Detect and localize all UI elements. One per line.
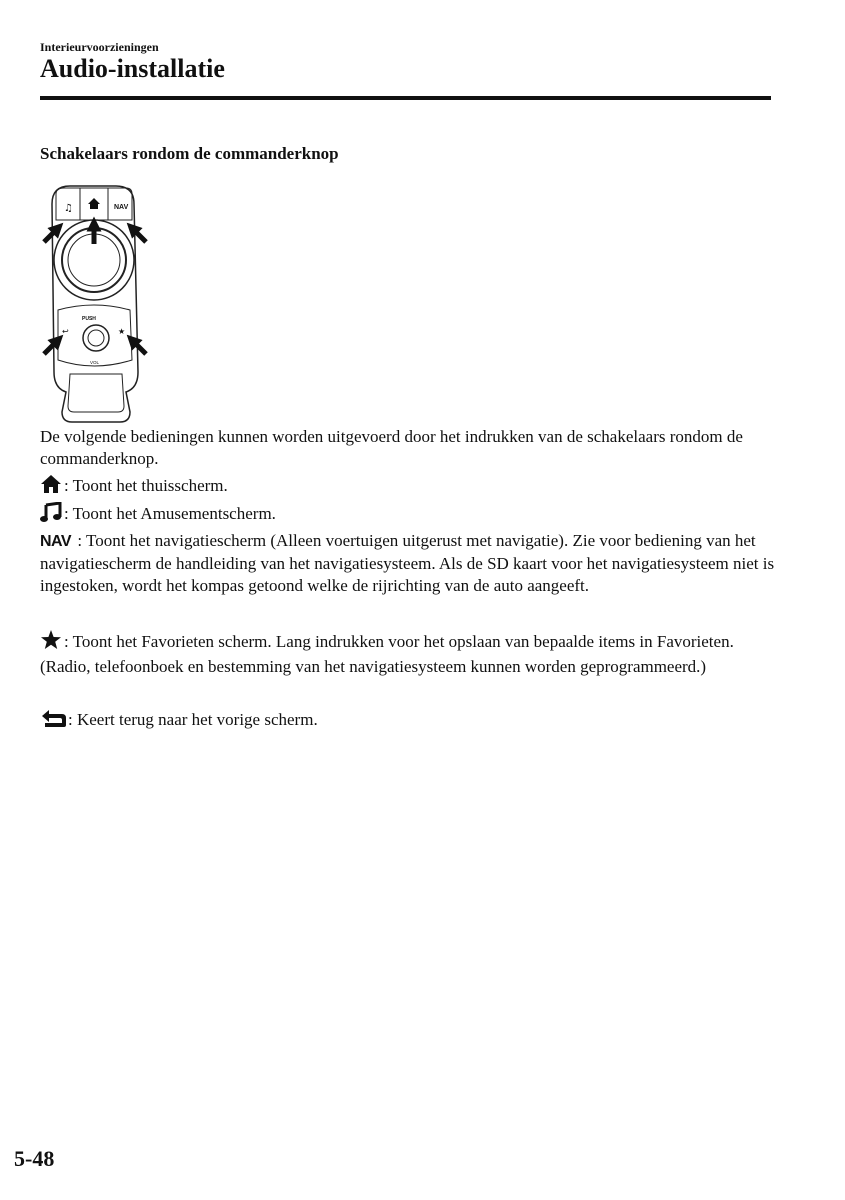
- figure-vol-label: VOL: [90, 360, 100, 365]
- intro-paragraph: De volgende bedieningen kunnen worden uitgevoerd door het indrukken van de schakelaars rondom de commanderknop.: [40, 427, 743, 468]
- title-rule: [40, 96, 771, 100]
- list-item-nav: [40, 530, 780, 597]
- list-item-star: [40, 630, 780, 678]
- list-item-home: [40, 474, 780, 500]
- nav-description: : Toont het navigatiescherm (Alleen voertuigen uitgerust met navigatie). Zie voor bediening van het navigatiescherm de handleiding van het navigatiesysteem. Als de SD kaart voor het navigatiesysteem niet is ingestoken, wordt het kompas getoond welke de rijrichting van de auto aangeeft.: [40, 531, 775, 595]
- music-description: : Toont het Amusementscherm.: [64, 504, 276, 523]
- home-description: : Toont het thuisscherm.: [64, 476, 228, 495]
- back-icon: [40, 708, 66, 734]
- figure-music-icon: ♫: [64, 203, 73, 214]
- star-icon: [40, 630, 62, 656]
- list-item-music: [40, 502, 780, 528]
- figure-star-icon: ★: [118, 327, 126, 336]
- star-description: : Toont het Favorieten scherm. Lang indrukken voor het opslaan van bepaalde items in Favorieten. (Radio, telefoonboek en bestemming van het navigatiesysteem kunnen worden geprogrammeerd.): [40, 632, 734, 676]
- nav-icon: NAV: [40, 533, 72, 550]
- back-description: : Keert terug naar het vorige scherm.: [68, 710, 318, 729]
- volume-knob: [83, 325, 109, 351]
- figure-back-icon: ↩: [62, 327, 69, 336]
- commander-knob-figure: [30, 182, 170, 428]
- figure-push-label: PUSH: [82, 316, 96, 322]
- subheading: Schakelaars rondom de commanderknop: [40, 144, 339, 163]
- page-title: Audio-installatie: [40, 54, 225, 83]
- list-item-back: [40, 708, 780, 734]
- page-number: 5-48: [14, 1146, 55, 1171]
- figure-nav-label: NAV: [114, 204, 129, 211]
- section-label: Interieurvoorzieningen: [40, 40, 159, 54]
- home-icon: [40, 474, 62, 500]
- music-icon: [40, 502, 62, 528]
